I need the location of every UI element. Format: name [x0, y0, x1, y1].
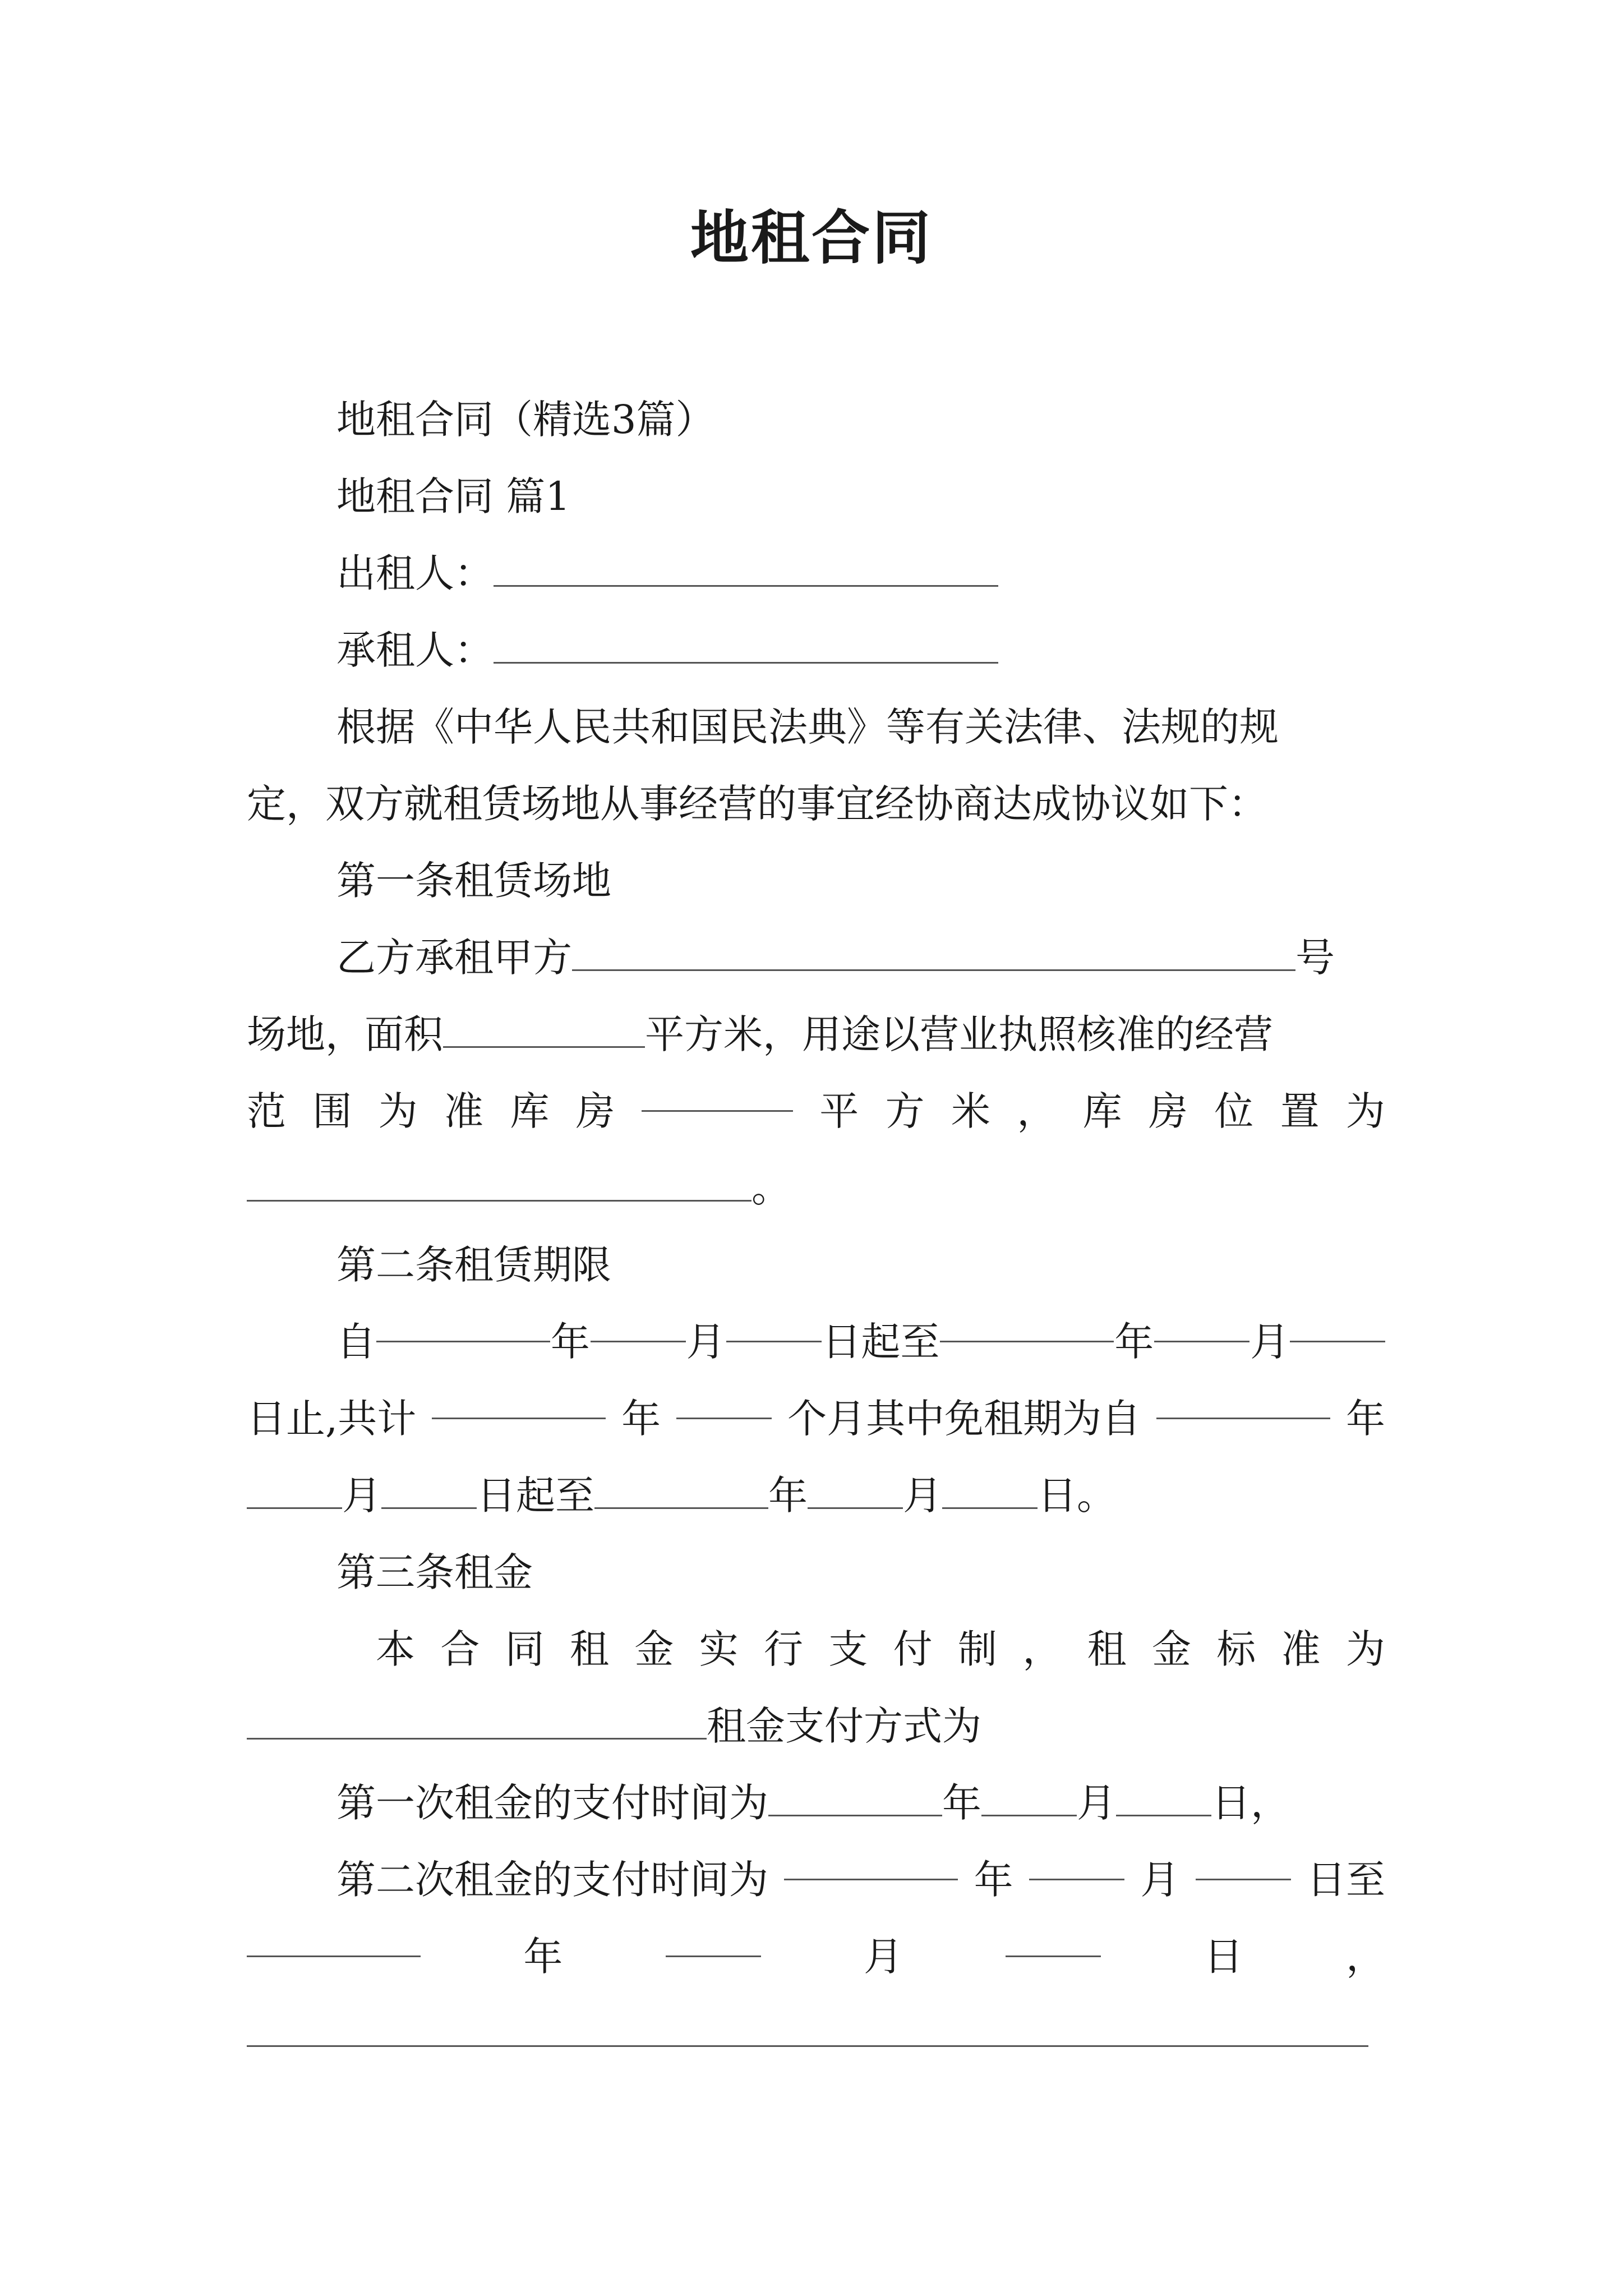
char: 置 — [1280, 1088, 1320, 1134]
pay1-year-blank[interactable] — [768, 1778, 942, 1816]
payment-1-line — [247, 1765, 1385, 1842]
char: 租 — [1087, 1626, 1127, 1672]
text: 日止,共计 — [247, 1396, 417, 1442]
article-1-text-a: 乙方承租甲方 — [336, 935, 572, 981]
char: 合 — [440, 1626, 480, 1672]
char: 为 — [1345, 1088, 1385, 1134]
lessor-line — [247, 535, 1385, 612]
char: 实 — [699, 1626, 739, 1672]
char: 同 — [505, 1626, 545, 1672]
article-3-title: 第三条租金 — [336, 1549, 533, 1595]
pay2-month-blank[interactable] — [1029, 1842, 1124, 1880]
char: 行 — [763, 1626, 803, 1672]
char: 金 — [1151, 1626, 1191, 1672]
text: 年 — [621, 1396, 661, 1442]
char: ， — [1017, 1088, 1057, 1134]
char: 支 — [828, 1626, 868, 1672]
payment-2-line-3 — [247, 1995, 1385, 2072]
free-end-day-blank[interactable] — [942, 1470, 1038, 1509]
end-day-blank[interactable] — [1290, 1304, 1385, 1342]
text: 日， — [1211, 1780, 1290, 1826]
pay2-end-month-blank[interactable] — [666, 1918, 761, 1957]
pay2-end-year-blank[interactable] — [247, 1918, 421, 1957]
char: 房 — [575, 1088, 615, 1134]
char: 为 — [1345, 1626, 1385, 1672]
pay2-day-blank[interactable] — [1196, 1842, 1291, 1880]
article-3-text-b: 租金支付方式为 — [707, 1703, 981, 1749]
free-start-day-blank[interactable] — [381, 1470, 477, 1509]
pay2-year-blank[interactable] — [784, 1842, 958, 1880]
text: 月 — [903, 1473, 942, 1519]
article-2-line-3 — [247, 1457, 1385, 1534]
text: 年 — [974, 1857, 1013, 1903]
text: 日至 — [1306, 1857, 1385, 1903]
char: 准 — [1281, 1626, 1321, 1672]
payment-2-line-1 — [247, 1842, 1385, 1918]
article-1-text-c: 场地，面积 — [247, 1011, 443, 1057]
lessor-label: 出租人： — [336, 550, 494, 596]
char: 房 — [1148, 1088, 1188, 1134]
trailing-blank-line[interactable] — [247, 2008, 1368, 2047]
text: 自 — [336, 1319, 376, 1365]
lessor-blank[interactable] — [494, 548, 998, 587]
free-end-year-blank[interactable] — [594, 1470, 768, 1509]
start-month-blank[interactable] — [591, 1304, 686, 1342]
intro-line-2: 定，双方就租赁场地从事经营的事宜经协商达成协议如下： — [247, 781, 1267, 827]
char: 方 — [885, 1088, 925, 1134]
article-1-line-4 — [247, 1150, 1385, 1227]
pay2-end-day-blank[interactable] — [1006, 1918, 1101, 1957]
text: 个月其中免租期为自 — [787, 1396, 1141, 1442]
article-2-line-2 — [247, 1381, 1385, 1457]
char: 为 — [378, 1088, 418, 1134]
text: 月 — [342, 1473, 381, 1519]
free-start-year-blank[interactable] — [1156, 1381, 1330, 1419]
article-1-title: 第一条租赁场地 — [336, 858, 611, 904]
char: 金 — [634, 1626, 674, 1672]
intro-line-1: 根据《中华人民共和国民法典》等有关法律、法规的规 — [336, 704, 1279, 750]
char: 本 — [376, 1626, 415, 1672]
article-1-line-3 — [247, 1073, 1385, 1150]
char: ， — [1022, 1626, 1062, 1672]
char: 范 — [247, 1088, 286, 1134]
text: 第二次租金的支付时间为 — [336, 1857, 768, 1903]
text: 月 — [686, 1319, 726, 1365]
text: 日起至 — [822, 1319, 940, 1365]
text: 月 — [1140, 1857, 1180, 1903]
article-1-line-2 — [247, 996, 1385, 1073]
end-year-blank[interactable] — [940, 1304, 1114, 1342]
start-year-blank[interactable] — [376, 1304, 550, 1342]
char: 米 — [951, 1088, 990, 1134]
text: 年 — [1114, 1319, 1154, 1365]
text: 年 — [942, 1780, 981, 1826]
text: 日 — [1204, 1934, 1243, 1980]
pay1-month-blank[interactable] — [981, 1778, 1077, 1816]
char: 库 — [1082, 1088, 1122, 1134]
char: 付 — [893, 1626, 933, 1672]
text: 年 — [550, 1319, 590, 1365]
document-body — [247, 381, 1385, 2072]
article-1-text-b: 号 — [1295, 935, 1335, 981]
char: 准 — [444, 1088, 483, 1134]
lessee-line — [247, 612, 1385, 689]
text: 第一次租金的支付时间为 — [336, 1780, 768, 1826]
text: ， — [1345, 1934, 1385, 1980]
payment-2-line-2 — [247, 1918, 1385, 1995]
article-1-line-1 — [247, 919, 1385, 996]
article-1-text-d: 平方米，用途以营业执照核准的经营 — [645, 1011, 1273, 1057]
char: 库 — [510, 1088, 550, 1134]
char: 制 — [957, 1626, 997, 1672]
text: 年 — [768, 1473, 808, 1519]
lessee-blank[interactable] — [494, 625, 998, 664]
text: 日。 — [1038, 1473, 1116, 1519]
article-3-line-1 — [247, 1611, 1385, 1688]
free-end-month-blank[interactable] — [808, 1470, 903, 1509]
article-3-line-2 — [247, 1688, 1385, 1765]
section-title: 地租合同 篇1 — [336, 473, 570, 519]
char: 租 — [569, 1626, 609, 1672]
char: 围 — [312, 1088, 352, 1134]
subtitle: 地租合同（精选3篇） — [336, 397, 715, 443]
pay1-day-blank[interactable] — [1116, 1778, 1211, 1816]
end-month-blank[interactable] — [1154, 1304, 1249, 1342]
document-title: 地租合同 — [690, 203, 933, 272]
total-years-blank[interactable] — [432, 1381, 606, 1419]
text: 月 — [1250, 1319, 1290, 1365]
text: 日起至 — [477, 1473, 594, 1519]
text: 年 — [523, 1934, 563, 1980]
text: 月 — [1077, 1780, 1116, 1826]
start-day-blank[interactable] — [726, 1304, 822, 1342]
char: 位 — [1214, 1088, 1254, 1134]
free-start-month-blank[interactable] — [247, 1470, 342, 1509]
warehouse-location-blank[interactable] — [247, 1163, 751, 1202]
article-1-end: 。 — [751, 1165, 791, 1211]
rent-standard-blank[interactable] — [247, 1701, 707, 1740]
total-months-blank[interactable] — [676, 1381, 772, 1419]
article-2-title: 第二条租赁期限 — [336, 1242, 611, 1288]
text: 年 — [1345, 1396, 1385, 1442]
char: 平 — [819, 1088, 859, 1134]
area-blank[interactable] — [443, 1009, 645, 1048]
lessee-label: 承租人： — [336, 627, 494, 673]
site-number-blank[interactable] — [572, 932, 1295, 971]
article-2-line-1 — [247, 1304, 1385, 1381]
char: 标 — [1216, 1626, 1256, 1672]
text: 月 — [863, 1934, 903, 1980]
warehouse-area-blank[interactable] — [642, 1073, 793, 1112]
